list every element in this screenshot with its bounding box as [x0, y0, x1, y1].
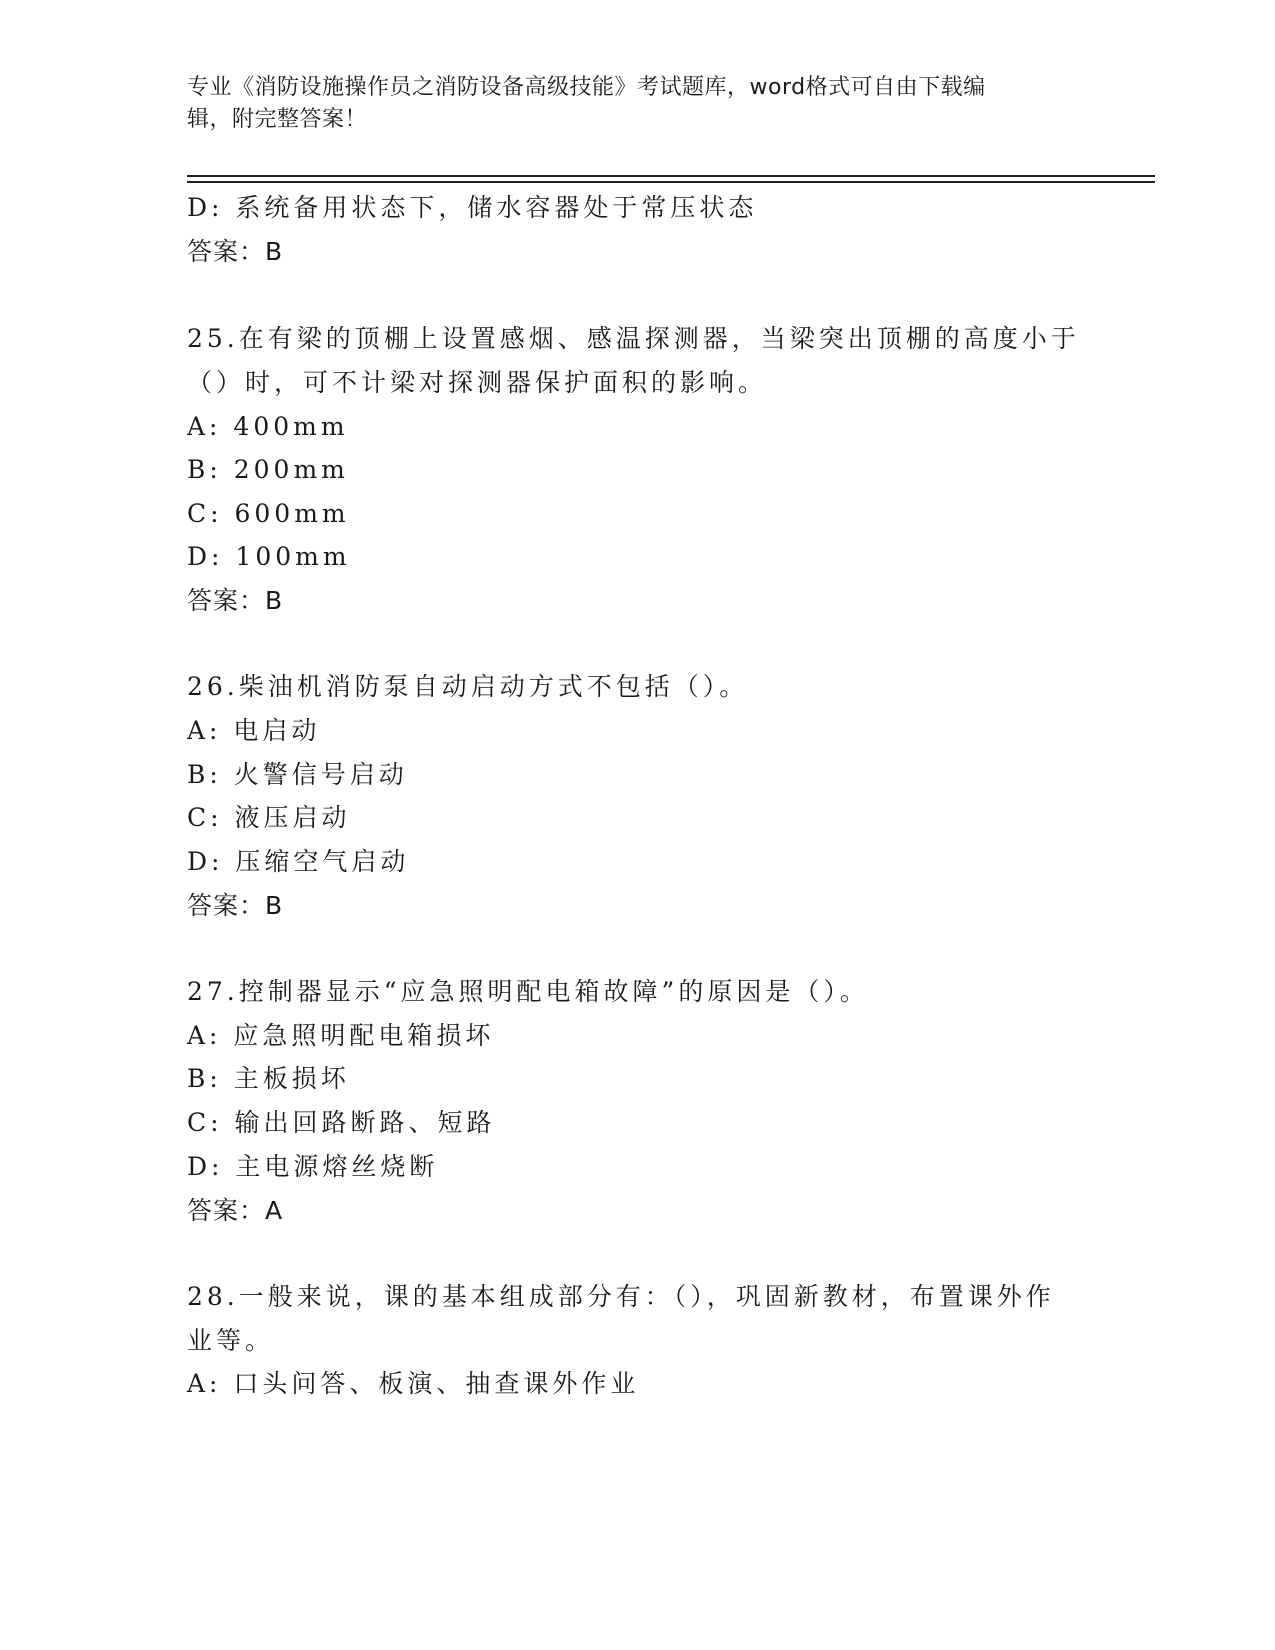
header-divider-top	[187, 175, 1155, 177]
document-header	[187, 72, 1087, 136]
q28-stem-line-1: 28.一般来说，课的基本组成部分有：（），巩固新教材，布置课外作	[187, 1282, 1055, 1311]
q24-option-d: D: 系统备用状态下，储水容器处于常压状态	[187, 193, 758, 222]
q25-option-a: A: 400mm	[187, 412, 349, 441]
header-divider-bottom	[187, 181, 1155, 183]
q27-option-c: C: 输出回路断路、短路	[187, 1108, 496, 1137]
q27-stem: 27.控制器显示“应急照明配电箱故障”的原因是（）。	[187, 977, 869, 1006]
q25-stem-line-2: （）时，可不计梁对探测器保护面积的影响。	[187, 368, 768, 397]
header-line-2: 辑，附完整答案！	[187, 107, 368, 132]
q25-option-c: C: 600mm	[187, 499, 350, 528]
q26-option-b: B: 火警信号启动	[187, 760, 408, 789]
q26-option-a: A: 电启动	[187, 716, 321, 745]
q27-option-b: B: 主板损坏	[187, 1064, 350, 1093]
q28-option-a: A: 口头问答、板演、抽查课外作业	[187, 1369, 640, 1398]
q26-stem: 26.柴油机消防泵自动启动方式不包括（）。	[187, 672, 749, 701]
q28-stem-line-2: 业等。	[187, 1326, 275, 1355]
q25-option-b: B: 200mm	[187, 455, 349, 484]
header-line-1: 专业《消防设施操作员之消防设备高级技能》考试题库，word格式可自由下载编	[187, 75, 986, 100]
q25-option-d: D: 100mm	[187, 542, 351, 571]
q26-answer: 答案：B	[187, 891, 284, 920]
q24-answer: 答案：B	[187, 237, 284, 266]
q25-stem-line-1: 25.在有梁的顶棚上设置感烟、感温探测器，当梁突出顶棚的高度小于	[187, 324, 1080, 353]
q27-option-d: D: 主电源熔丝烧断	[187, 1152, 439, 1181]
q27-answer: 答案：A	[187, 1196, 284, 1225]
q27-option-a: A: 应急照明配电箱损坏	[187, 1021, 495, 1050]
q26-option-c: C: 液压启动	[187, 803, 351, 832]
q26-option-d: D: 压缩空气启动	[187, 847, 410, 876]
q25-answer: 答案：B	[187, 586, 284, 615]
